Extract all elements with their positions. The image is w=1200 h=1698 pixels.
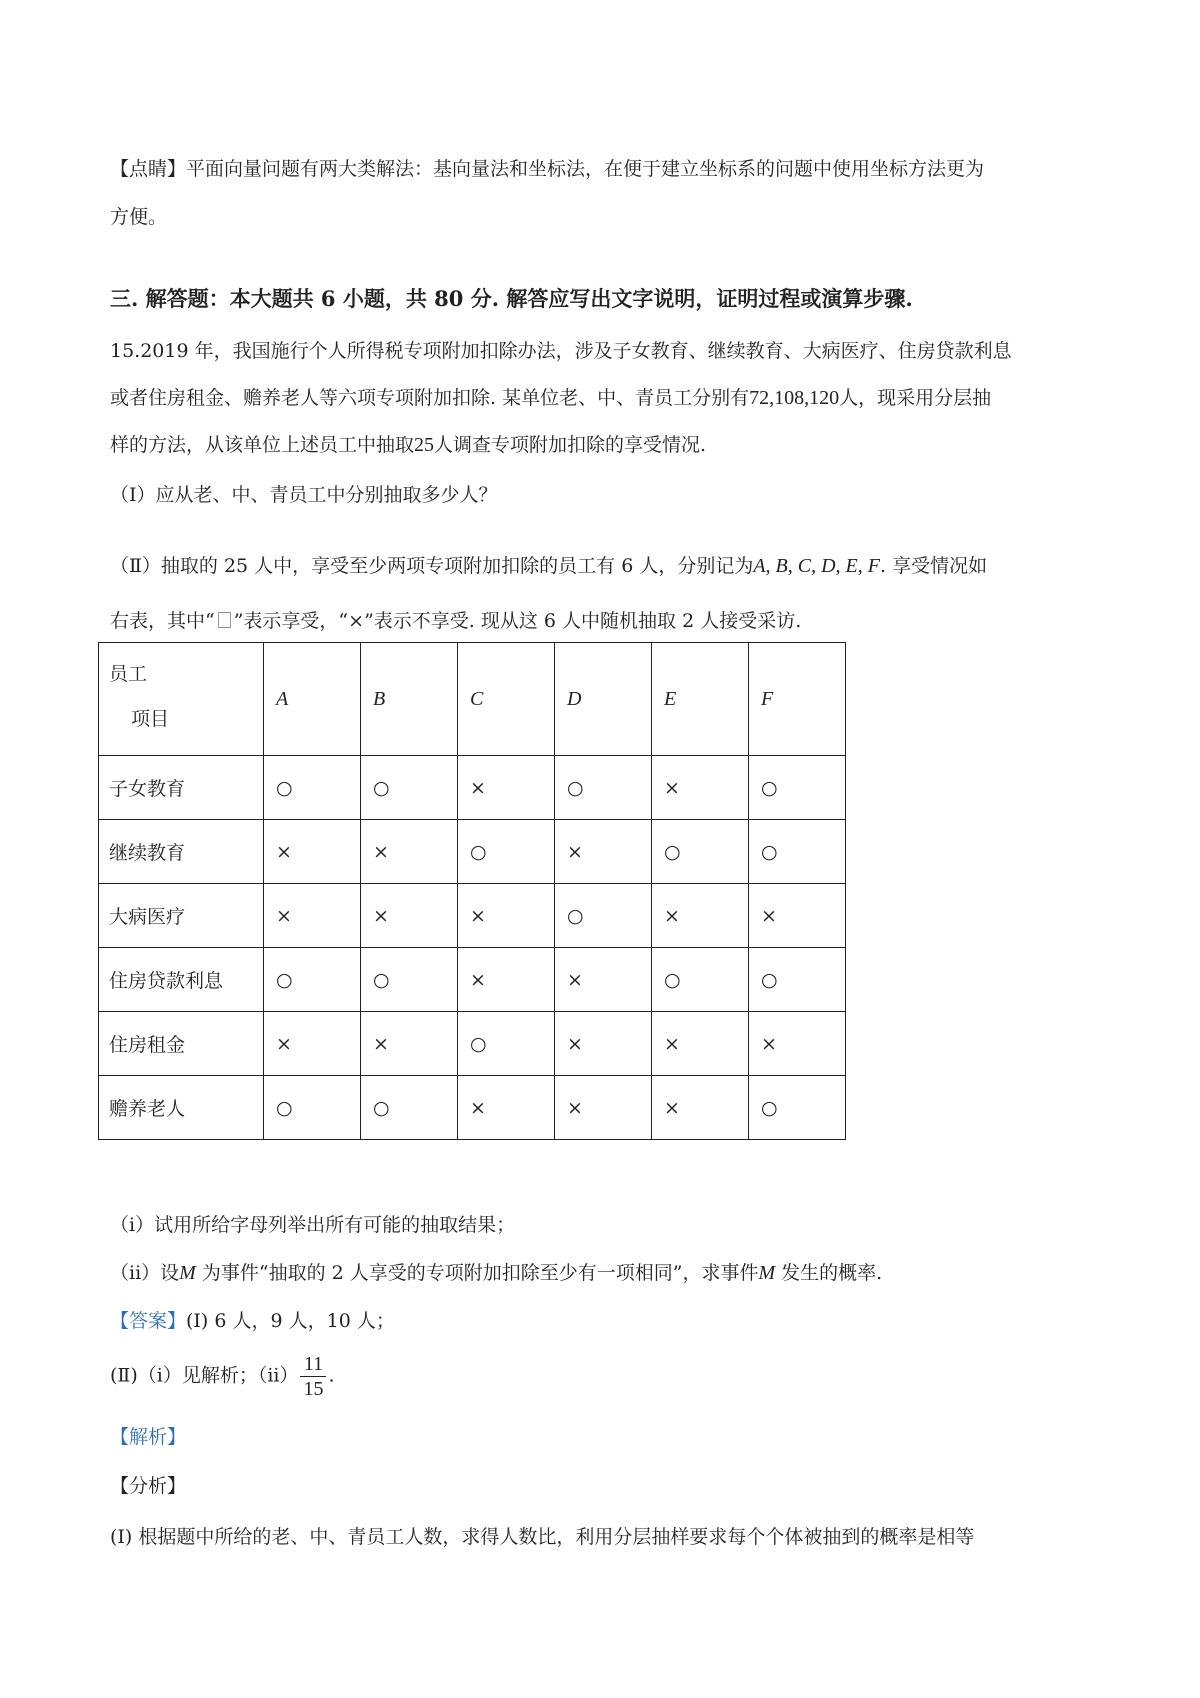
- column-header: C: [458, 643, 555, 756]
- table-cell: ○: [652, 948, 749, 1012]
- table-cell: ○: [749, 820, 846, 884]
- column-header: A: [264, 643, 361, 756]
- part-1: （Ⅰ）应从老、中、青员工中分别抽取多少人？: [110, 484, 498, 506]
- answer-text-2-a: (Ⅱ)（i）见解析；（ii）: [110, 1364, 299, 1387]
- problem-line-3-b: 人调查专项附加扣除的享受情况.: [434, 434, 707, 456]
- fraction-numerator: 11: [300, 1352, 326, 1377]
- column-header: F: [749, 643, 846, 756]
- table-cell: ×: [555, 1076, 652, 1140]
- subpart-ii-c: 发生的概率.: [775, 1262, 883, 1284]
- table-cell: ×: [555, 1012, 652, 1076]
- answer-line-1: [110, 1308, 395, 1334]
- subpart-ii: [110, 1260, 882, 1286]
- table-cell: ×: [264, 884, 361, 948]
- problem-line-2: [110, 385, 991, 411]
- answer-text-1: (Ⅰ) 6 人，9 人，10 人；: [186, 1310, 395, 1332]
- table-row: [99, 948, 846, 1012]
- table-cell: ×: [652, 884, 749, 948]
- note-text-2: 方便。: [110, 206, 168, 228]
- table-cell: ○: [361, 1076, 458, 1140]
- part-2-line-2: [110, 608, 801, 634]
- row-label: 子女教育: [99, 756, 264, 820]
- table-cell: ×: [361, 884, 458, 948]
- column-header: E: [652, 643, 749, 756]
- problem-line-1: 15.2019 年，我国施行个人所得税专项附加扣除办法，涉及子女教育、继续教育、大病医疗、住房贷款利息: [110, 340, 1012, 362]
- table-cell: ○: [458, 820, 555, 884]
- event-m-1: M: [179, 1262, 196, 1284]
- part-2-letters: A, B, C, D, E, F: [753, 555, 880, 577]
- table-header-row: [99, 643, 846, 756]
- part-2-a: （Ⅱ）抽取的 25 人中，享受至少两项专项附加扣除的员工有 6 人，分别记为: [110, 555, 754, 577]
- answer-line-2: [110, 1352, 335, 1401]
- table-cell: ○: [361, 948, 458, 1012]
- fenxi-text: (Ⅰ) 根据题中所给的老、中、青员工人数，求得人数比，利用分层抽样要求每个个体被抽到的概率是相等: [110, 1526, 975, 1548]
- table-cell: ×: [264, 1012, 361, 1076]
- table-cell: ×: [652, 1076, 749, 1140]
- table-cell: ×: [749, 884, 846, 948]
- table-row: [99, 884, 846, 948]
- note-line-1: [110, 156, 984, 182]
- answer-text-2-b: .: [328, 1364, 335, 1387]
- table-cell: ×: [361, 820, 458, 884]
- table-row: [99, 756, 846, 820]
- note-text-1: 平面向量问题有两大类解法：基向量法和坐标法，在便于建立坐标系的问题中使用坐标方法更为: [186, 158, 985, 180]
- table-cell: ×: [652, 1012, 749, 1076]
- table-row: [99, 820, 846, 884]
- part-2-line-2-b: ”表示享受，“×”表示不享受. 现从这 6 人中随机抽取 2 人接受采访.: [233, 610, 802, 632]
- problem-line-3-a: 样的方法，从该单位上述员工中抽取: [110, 434, 415, 456]
- table-corner-cell: [99, 643, 264, 756]
- analysis-tag: 【解析】: [110, 1426, 187, 1448]
- table-cell: ○: [458, 1012, 555, 1076]
- corner-bottom-label: 项目: [131, 708, 170, 730]
- note-tag: 【点睛】: [110, 158, 187, 180]
- table-cell: ×: [458, 948, 555, 1012]
- problem-line-2-a: 或者住房租金、赡养老人等六项专项附加扣除. 某单位老、中、青员工分别有: [110, 387, 750, 409]
- column-header: B: [361, 643, 458, 756]
- table-cell: ×: [555, 948, 652, 1012]
- problem-line-2-b: 人，现采用分层抽: [839, 387, 992, 409]
- table-row: [99, 1076, 846, 1140]
- subpart-i: （i）试用所给字母列举出所有可能的抽取结果；: [110, 1214, 516, 1236]
- note-line-2: [110, 204, 167, 230]
- answer-fraction: [300, 1352, 326, 1401]
- row-label: 住房租金: [99, 1012, 264, 1076]
- table-cell: ○: [652, 820, 749, 884]
- table-cell: ○: [749, 948, 846, 1012]
- sample-size: 25: [414, 434, 435, 456]
- table-cell: ×: [458, 756, 555, 820]
- part-2-line-2-a: 右表，其中“: [110, 610, 215, 632]
- table-cell: ○: [264, 756, 361, 820]
- table-cell: ×: [652, 756, 749, 820]
- missing-glyph-box-icon: [218, 612, 231, 628]
- section-heading: 三. 解答题：本大题共 6 小题，共 80 分. 解答应写出文字说明，证明过程或演算步骤.: [110, 286, 913, 311]
- row-label: 大病医疗: [99, 884, 264, 948]
- answer-tag: 【答案】: [110, 1310, 187, 1332]
- problem-line-3: [110, 432, 706, 458]
- table-cell: ×: [749, 1012, 846, 1076]
- table-row: [99, 1012, 846, 1076]
- column-header: D: [555, 643, 652, 756]
- staff-counts: 72,108,120: [749, 387, 840, 409]
- row-label: 住房贷款利息: [99, 948, 264, 1012]
- table-cell: ×: [264, 820, 361, 884]
- table-cell: ○: [264, 1076, 361, 1140]
- fraction-denominator: 15: [303, 1378, 324, 1400]
- table-cell: ×: [555, 820, 652, 884]
- table-cell: ×: [361, 1012, 458, 1076]
- subpart-ii-b: 为事件“抽取的 2 人享受的专项附加扣除至少有一项相同”，求事件: [195, 1262, 759, 1284]
- table-cell: ○: [749, 756, 846, 820]
- subpart-ii-a: （ii）设: [110, 1262, 180, 1284]
- table-cell: ×: [458, 884, 555, 948]
- part-2-line-1: [110, 553, 987, 579]
- table-cell: ○: [264, 948, 361, 1012]
- part-2-b: . 享受情况如: [880, 555, 988, 577]
- row-label: 继续教育: [99, 820, 264, 884]
- corner-top-label: 员工: [109, 663, 148, 685]
- table-cell: ○: [749, 1076, 846, 1140]
- event-m-2: M: [758, 1262, 776, 1284]
- table-cell: ○: [555, 884, 652, 948]
- enjoyment-table: [98, 642, 846, 1140]
- row-label: 赡养老人: [99, 1076, 264, 1140]
- table-cell: ○: [361, 756, 458, 820]
- table-cell: ○: [555, 756, 652, 820]
- table-cell: ×: [458, 1076, 555, 1140]
- fenxi-tag: 【分析】: [110, 1475, 187, 1497]
